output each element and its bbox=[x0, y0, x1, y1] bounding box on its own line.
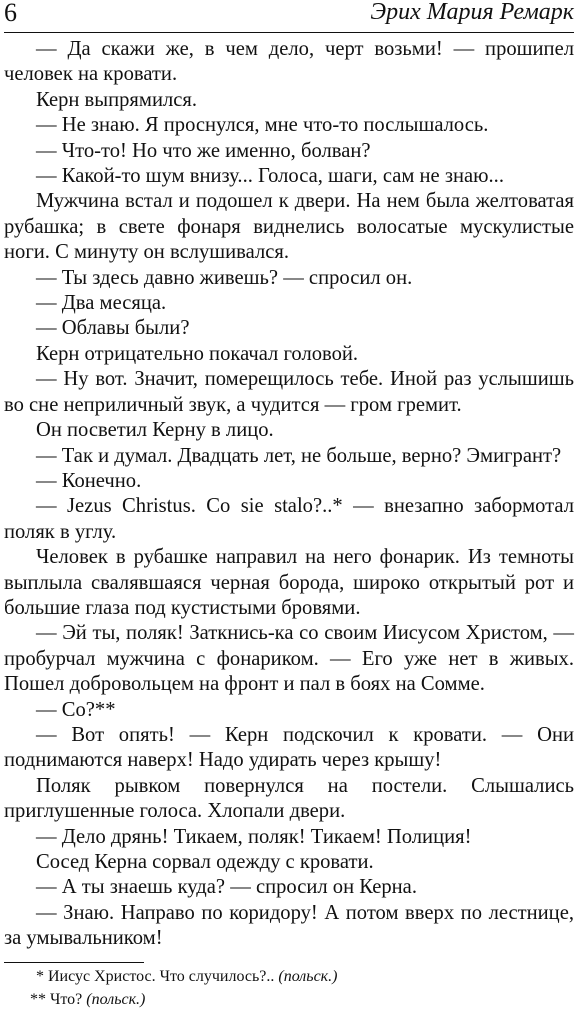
paragraph: — А ты знаешь куда? — спросил он Керна. bbox=[36, 876, 417, 899]
paragraph: — Вот опять! — Керн подскочил к кровати. — Они поднимаются наверх! Надо удирать через крышу! bbox=[4, 723, 574, 772]
paragraph: — Эй ты, поляк! Заткнись-ка со своим Иисусом Христом, — пробурчал мужчина с фонариком. — Его уже нет в живых. Пошел добровольцем на фронт и пал в боях на Сомме. bbox=[4, 622, 574, 696]
footnotes bbox=[4, 965, 574, 1011]
paragraph: — Jezus Christus. Co sie stalo?..* — внезапно забормотал поляк в углу. bbox=[4, 495, 574, 543]
paragraph: — Co?** bbox=[36, 698, 116, 721]
paragraph: Сосед Керна сорвал одежду с кровати. bbox=[36, 851, 374, 873]
footnote-text: Что? bbox=[50, 990, 83, 1008]
paragraph: Поляк рывком повернулся на постели. Слышались приглушенные голоса. Хлопали двери. bbox=[4, 774, 574, 823]
paragraph: — Ты здесь давно живешь? — спросил он. bbox=[36, 266, 413, 289]
footnote bbox=[4, 988, 574, 1011]
footnote-marker: ** bbox=[30, 990, 46, 1008]
paragraph: — Облавы были? bbox=[36, 317, 190, 340]
paragraph: — Не знаю. Я проснулся, мне что-то послышалось. bbox=[36, 114, 489, 137]
paragraph: — Два месяца. bbox=[36, 292, 167, 315]
paragraph: Человек в рубашке направил на него фонарик. Из темноты выплыла свалявшаяся черная борода, широко открытый рот и большие глаза под кустистыми бровями. bbox=[4, 546, 574, 619]
paragraph: — Какой-то шум внизу... Голоса, шаги, сам не знаю... bbox=[36, 165, 504, 188]
paragraph: — Знаю. Направо по коридору! А потом вверх по лестнице, за умывальником! bbox=[4, 901, 574, 950]
paragraph: — Что-то! Но что же именно, болван? bbox=[36, 139, 371, 162]
paragraph: Керн выпрямился. bbox=[36, 88, 197, 111]
body-text bbox=[4, 37, 574, 952]
footnote-text: Иисус Христос. Что случилось?.. bbox=[48, 967, 275, 985]
paragraph: — Конечно. bbox=[36, 469, 142, 492]
footnote bbox=[4, 965, 574, 988]
footnote-divider bbox=[4, 962, 144, 963]
paragraph: Мужчина встал и подошел к двери. На нем была желтоватая рубашка; в свете фонаря виднелись волосатые мускулистые ноги. С минуту он вслушивался. bbox=[4, 190, 574, 264]
paragraph: — Ну вот. Значит, померещилось тебе. Иной раз услышишь во сне неприличный звук, а чудится — гром гремит. bbox=[4, 368, 574, 416]
paragraph: — Так и думал. Двадцать лет, не больше, верно? Эмигрант? bbox=[36, 444, 562, 467]
page-header bbox=[4, 0, 574, 33]
paragraph: — Дело дрянь! Тикаем, поляк! Тикаем! Полиция! bbox=[36, 825, 472, 848]
paragraph: Он посветил Керну в лицо. bbox=[36, 419, 274, 442]
paragraph: Керн отрицательно покачал головой. bbox=[36, 342, 359, 365]
footnote-marker: * bbox=[36, 967, 44, 985]
paragraph: — Да скажи же, в чем дело, черт возьми! — прошипел человек на кровати. bbox=[4, 38, 574, 86]
footnote-language: (польск.) bbox=[86, 990, 146, 1008]
page-number: 6 bbox=[4, 0, 17, 27]
footnote-language: (польск.) bbox=[278, 967, 338, 985]
running-head: Эрих Мария Ремарк bbox=[370, 0, 574, 25]
